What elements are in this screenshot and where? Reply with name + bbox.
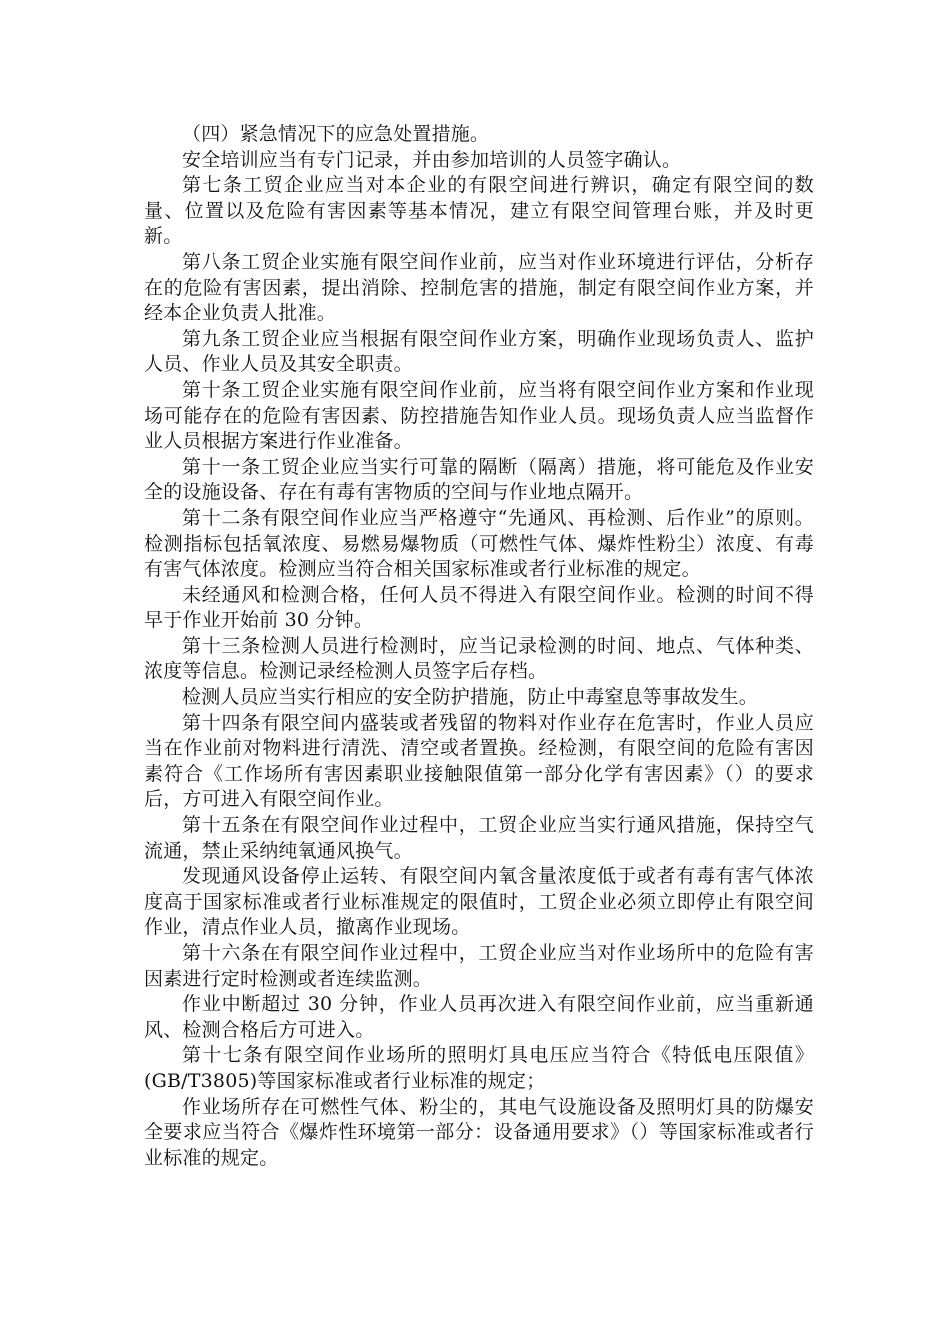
paragraph-article-13: 第十三条检测人员进行检测时，应当记录检测的时间、地点、气体种类、浓度等信息。检测记录经检测人员签字后存档。 <box>144 634 814 683</box>
paragraph-article-16: 第十六条在有限空间作业过程中，工贸企业应当对作业场所中的危险有害因素进行定时检测或者连续监测。 <box>144 942 814 990</box>
paragraph-article-7: 第七条工贸企业应当对本企业的有限空间进行辨识，确定有限空间的数量、位置以及危险有害因素等基本情况，建立有限空间管理台账，并及时更新。 <box>144 174 814 248</box>
paragraph-article-15: 第十五条在有限空间作业过程中，工贸企业应当实行通风措施，保持空气流通，禁止采纳纯氧通风换气。 <box>144 814 814 862</box>
paragraph-article-17: 第十七条有限空间作业场所的照明灯具电压应当符合《特低电压限值》(GB/T3805)等国家标准或者行业标准的规定； <box>144 1044 814 1092</box>
paragraph-ventilation-detection: 未经通风和检测合格，任何人员不得进入有限空间作业。检测的时间不得早于作业开始前 30 分钟。 <box>144 583 814 632</box>
paragraph-article-14: 第十四条有限空间内盛装或者残留的物料对作业存在危害时，作业人员应当在作业前对物料进行清洗、清空或者置换。经检测，有限空间的危险有害因素符合《工作场所有害因素职业接触限值第一部分化学有害因素》（）的要求后，方可进入有限空间作业。 <box>144 711 814 811</box>
paragraph-ventilation-failure: 发现通风设备停止运转、有限空间内氧含量浓度低于或者有毒有害气体浓度高于国家标准或者行业标准规定的限值时，工贸企业必须立即停止有限空间作业，清点作业人员，撤离作业现场。 <box>144 865 814 939</box>
paragraph-training-records: 安全培训应当有专门记录，并由参加培训的人员签字确认。 <box>182 148 682 171</box>
paragraph-detection-protection: 检测人员应当实行相应的安全防护措施，防止中毒窒息等事故发生。 <box>182 686 759 709</box>
paragraph-article-12: 第十二条有限空间作业应当严格遵守“先通风、再检测、后作业”的原则。检测指标包括氧浓度、易燃易爆物质（可燃性气体、爆炸性粉尘）浓度、有毒有害气体浓度。检测应当符合相关国家标准或者行业标准的规定。 <box>144 506 814 581</box>
paragraph-explosion-protection: 作业场所存在可燃性气体、粉尘的，其电气设施设备及照明灯具的防爆安全要求应当符合《爆炸性环境第一部分：设备通用要求》（）等国家标准或者行业标准的规定。 <box>144 1095 814 1169</box>
paragraph-article-10: 第十条工贸企业实施有限空间作业前，应当将有限空间作业方案和作业现场可能存在的危险有害因素、防控措施告知作业人员。现场负责人应当监督作业人员根据方案进行作业准备。 <box>144 378 814 453</box>
paragraph-article-8: 第八条工贸企业实施有限空间作业前，应当对作业环境进行评估，分析存在的危险有害因素，提出消除、控制危害的措施，制定有限空间作业方案，并经本企业负责人批准。 <box>144 250 814 325</box>
paragraph-emergency-measures: （四）紧急情况下的应急处置措施。 <box>182 123 490 145</box>
paragraph-work-interruption: 作业中断超过 30 分钟，作业人员再次进入有限空间作业前，应当重新通风、检测合格后方可进入。 <box>144 993 814 1041</box>
paragraph-article-11: 第十一条工贸企业应当实行可靠的隔断（隔离）措施，将可能危及作业安全的设施设备、存在有毒有害物质的空间与作业地点隔开。 <box>144 455 814 504</box>
paragraph-article-9: 第九条工贸企业应当根据有限空间作业方案，明确作业现场负责人、监护人员、作业人员及其安全职责。 <box>144 327 814 376</box>
document-body <box>144 122 814 1171</box>
